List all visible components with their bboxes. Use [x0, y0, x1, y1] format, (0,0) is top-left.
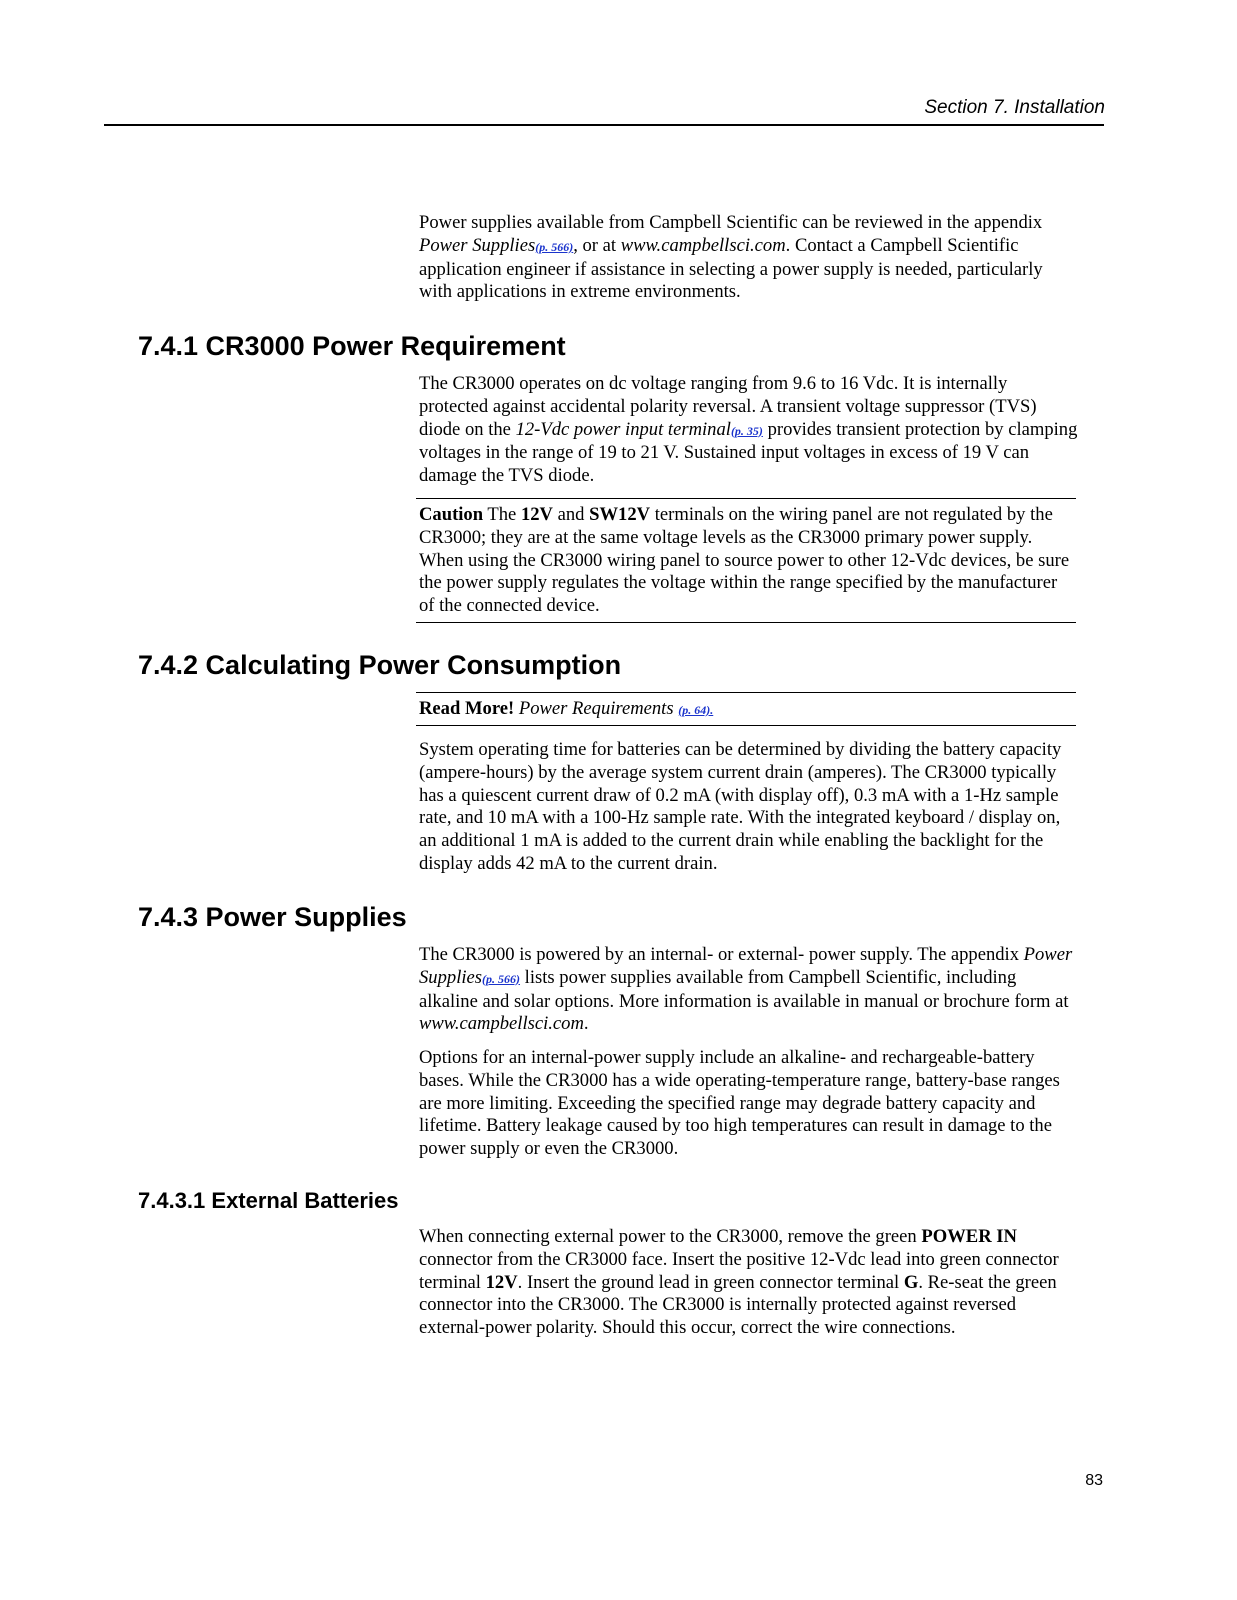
header-rule	[104, 124, 1104, 126]
s7431-text-1: When connecting external power to the CR3000, remove the green	[419, 1226, 922, 1247]
s7431-text-2: connector from the CR3000 face. Insert the positive 12-Vdc lead into green connector terminal	[419, 1248, 1059, 1293]
intro-paragraph	[419, 212, 1079, 304]
power-supplies-paragraph-1	[419, 944, 1079, 1036]
intro-text-2: , or at	[573, 234, 621, 256]
caution-terminal-sw12v: SW12V	[589, 504, 651, 525]
s743-page-link[interactable]: (p. 566)	[482, 971, 521, 986]
page-number: 83	[1085, 1472, 1103, 1489]
caution-label: Caution	[419, 504, 484, 525]
s743-text-2: lists power supplies available from Campbell Scientific, including alkaline and solar options. More information is available in manual or brochure form at	[419, 966, 1069, 1012]
s743-ref-title: Power Supplies	[419, 944, 1073, 988]
terminal-12v-label: 12V	[485, 1271, 518, 1293]
heading-7-4-1: 7.4.1 CR3000 Power Requirement	[138, 331, 566, 361]
caution-terminal-12v: 12V	[520, 504, 553, 525]
s743-text-3: .	[583, 1013, 589, 1035]
heading-7-4-3: 7.4.3 Power Supplies	[138, 902, 407, 932]
power-supplies-text-2: Options for an internal-power supply include an alkaline- and rechargeable-battery bases. While the CR3000 has a wide operating-temperature range, battery-base ranges are more limiting. Exceeding the specified range may degrade battery capacity and lifetime. Battery leakage caused by too high temperatures can result in damage to the power supply or even the CR3000.	[419, 1047, 1060, 1160]
intro-page-link[interactable]: (p. 566)	[535, 239, 574, 254]
terminal-g-label: G	[903, 1271, 919, 1293]
power-supplies-paragraph-2	[419, 1047, 1079, 1161]
s743-text-1: The CR3000 is powered by an internal- or external- power supply. The appendix	[419, 944, 1024, 965]
external-batteries-paragraph	[419, 1226, 1079, 1340]
s741-text-2: provides transient protection by clamping voltages in the range of 19 to 21 V. Sustained input voltages in excess of 19 V can damage the TVS diode.	[419, 418, 1078, 487]
read-more-label: Read More!	[419, 698, 515, 719]
caution-box	[416, 498, 1076, 623]
power-consumption-text: System operating time for batteries can be determined by dividing the battery capacity (ampere-hours) by the average system current drain (amperes). The CR3000 typically has a quiescent current draw of 0.2 mA (with display off), 0.3 mA with a 1-Hz sample rate, and 10 mA with a 100-Hz sample rate. With the integrated keyboard / display on, an additional 1 mA is added to the current drain while enabling the backlight for the display adds 42 mA to the current drain.	[419, 739, 1062, 874]
intro-text-3: . Contact a Campbell Scientific application engineer if assistance in selecting a power supply is needed, particularly with applications in extreme environments.	[419, 234, 1043, 303]
intro-url: www.campbellsci.com	[620, 234, 786, 256]
s7431-text-4: . Re-seat the green connector into the CR3000. The CR3000 is internally protected against reversed external-power polarity. Should this occur, correct the wire connections.	[419, 1271, 1057, 1339]
read-more-page-link[interactable]: (p. 64).	[678, 703, 714, 717]
power-in-label: POWER IN	[921, 1226, 1017, 1247]
intro-text-1: Power supplies available from Campbell Scientific can be reviewed in the appendix	[419, 212, 1043, 233]
s7431-text-3: . Insert the ground lead in green connector terminal	[517, 1271, 904, 1293]
read-more-box	[416, 692, 1076, 726]
heading-7-4-3-1: 7.4.3.1 External Batteries	[138, 1188, 399, 1213]
s741-ref-title: 12-Vdc power input terminal	[515, 418, 731, 440]
s743-url: www.campbellsci.com	[419, 1013, 584, 1035]
power-requirement-paragraph	[419, 373, 1079, 488]
caution-text-2: and	[552, 504, 590, 525]
s741-page-link[interactable]: (p. 35)	[730, 423, 763, 438]
intro-ref-title: Power Supplies	[419, 234, 536, 256]
caution-text-3: terminals on the wiring panel are not regulated by the CR3000; they are at the same voltage levels as the CR3000 primary power supply. When using the CR3000 wiring panel to source power to other 12-Vdc devices, be sure the power supply regulates the voltage within the range specified by the manufacturer of the connected device.	[419, 504, 1070, 617]
caution-text-1: The	[483, 504, 521, 525]
power-consumption-paragraph	[419, 739, 1079, 876]
running-header: Section 7. Installation	[924, 97, 1105, 118]
heading-7-4-2: 7.4.2 Calculating Power Consumption	[138, 650, 622, 680]
read-more-title: Power Requirements	[518, 698, 674, 719]
s741-text-1: The CR3000 operates on dc voltage ranging from 9.6 to 16 Vdc. It is internally protected against accidental polarity reversal. A transient voltage suppressor (TVS) diode on the	[419, 373, 1037, 440]
